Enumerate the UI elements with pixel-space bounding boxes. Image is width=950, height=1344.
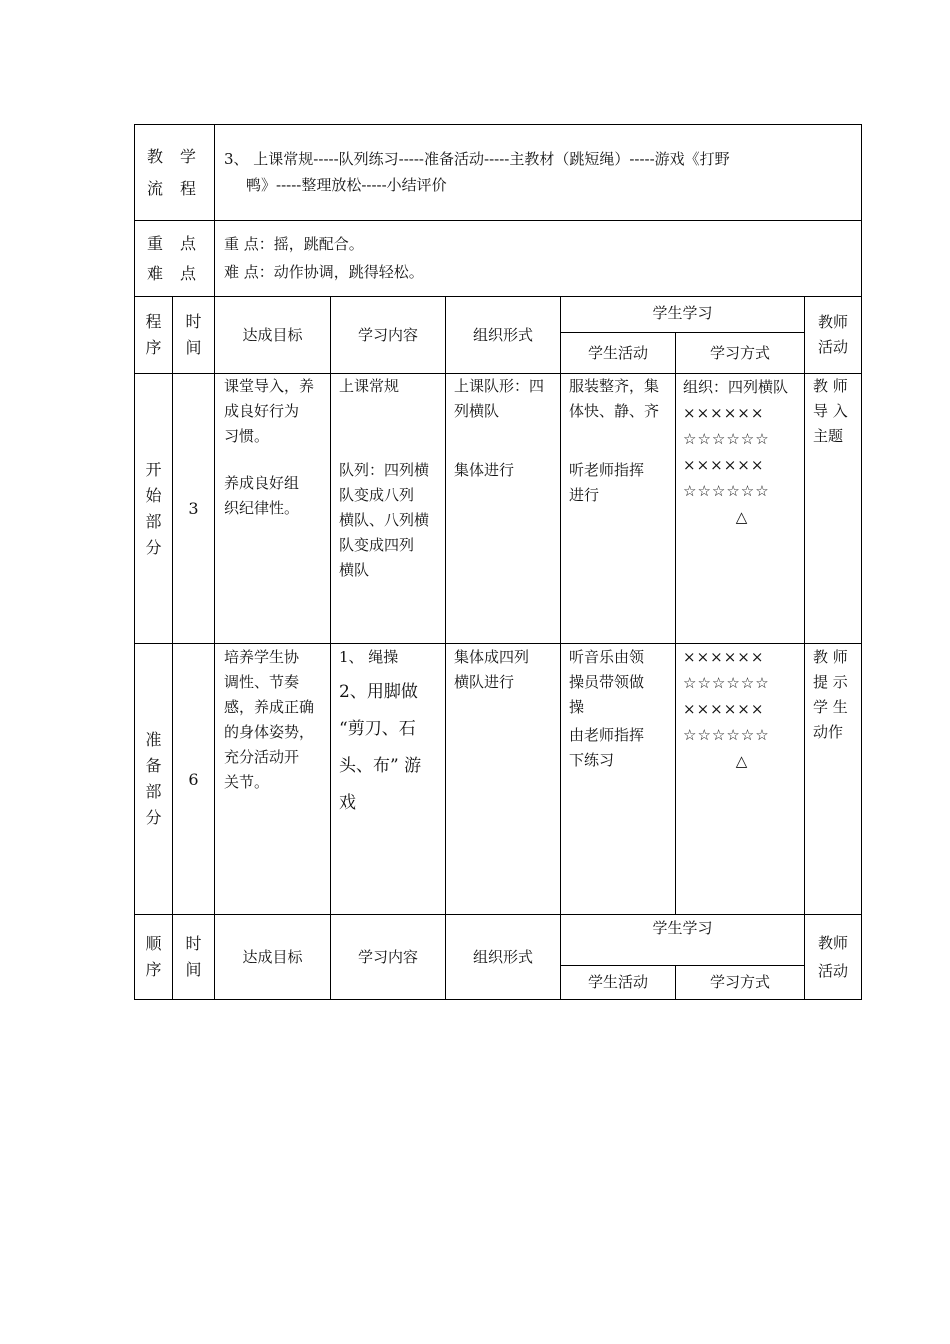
prep-content-line: “剪刀、石 (339, 719, 416, 739)
start-activity (569, 374, 671, 508)
lesson-plan-table (134, 124, 862, 1000)
start-goal (224, 374, 324, 521)
header-time-char: 时 (185, 312, 202, 331)
prep-goal-line: 调性、节奏 (224, 673, 300, 691)
header-content: 学习内容 (357, 325, 418, 344)
start-content-line: 上课常规 (339, 377, 400, 395)
start-activity-line: 进行 (569, 486, 600, 504)
start-content-line: 横队 (339, 561, 370, 579)
header2-order-char: 顺 (145, 934, 162, 953)
flow-label-line2: 流 程 (146, 178, 203, 198)
prep-teacher-line: 学 生 (813, 698, 848, 716)
start-part-label (135, 374, 172, 643)
prep-part-char: 部 (145, 782, 162, 801)
start-part-char: 始 (145, 485, 162, 505)
formation-row-crosses: ×××××× (683, 648, 765, 666)
start-form-line: 列横队 (454, 402, 500, 420)
prep-part-char: 分 (145, 808, 162, 827)
start-part-char: 开 (145, 459, 162, 479)
header2-student-activity: 学生活动 (587, 973, 648, 991)
start-part-char: 分 (145, 537, 162, 557)
prep-activity-line: 由老师指挥 (569, 726, 645, 744)
header-learning-method: 学习方式 (709, 343, 770, 362)
start-part-char: 部 (145, 511, 162, 531)
header-teacher-line: 活动 (817, 338, 848, 356)
formation-row-crosses: ×××××× (683, 456, 765, 474)
prep-method (683, 644, 801, 774)
start-goal-line: 课堂导入，养 (224, 377, 315, 395)
grid-line (134, 999, 862, 1000)
grid-line (861, 124, 862, 1000)
prep-form (454, 645, 556, 695)
flow-text-line2: 鸭》-----整理放松-----小结评价 (246, 176, 447, 194)
header-teacher-line: 教师 (817, 313, 848, 331)
key-label-line1: 重 点 (146, 233, 203, 253)
prep-activity-line: 操 (569, 698, 585, 716)
start-form-line: 上课队形：四 (454, 377, 545, 395)
start-content-line: 横队、八列横 (339, 511, 430, 529)
grid-line (804, 296, 805, 1000)
prep-form-line: 横队进行 (454, 673, 515, 691)
grid-line (214, 124, 215, 296)
start-activity-line: 听老师指挥 (569, 461, 645, 479)
header2-teacher-line: 活动 (817, 962, 848, 980)
header-order-char: 程 (145, 312, 162, 331)
header2-teacher-line: 教师 (817, 934, 848, 952)
formation-row-crosses: ×××××× (683, 700, 765, 718)
prep-content-line: 戏 (339, 793, 356, 813)
prep-goal-line: 培养学生协 (224, 648, 300, 666)
grid-line (675, 373, 676, 914)
header2-content: 学习内容 (357, 947, 418, 966)
flow-label (135, 125, 214, 220)
prep-goal-line: 的身体姿势， (224, 723, 315, 741)
header2-order-char: 序 (145, 960, 162, 979)
formation-row-stars: ☆☆☆☆☆☆ (683, 430, 770, 448)
prep-activity (569, 645, 671, 773)
flow-text-line1: 3、 上课常规-----队列练习-----准备活动-----主教材（跳短绳）-----游戏《打野 (224, 150, 730, 168)
header-goal: 达成目标 (242, 325, 303, 344)
header2-learning-method: 学习方式 (709, 973, 770, 991)
prep-activity-line: 操员带领做 (569, 673, 645, 691)
start-form (454, 374, 556, 483)
start-content-line: 队列：四列横 (339, 461, 430, 479)
start-content-line: 队变成八列 (339, 486, 415, 504)
prep-goal-line: 关节。 (224, 773, 270, 791)
header-form: 组织形式 (472, 325, 533, 344)
header-order-char: 序 (145, 338, 162, 357)
prep-content-line: 头、布” 游 (339, 756, 422, 776)
key-point: 重 点：摇，跳配合。 (224, 235, 364, 253)
prep-form-line: 集体成四列 (454, 648, 530, 666)
teacher-position-triangle: △ (735, 752, 749, 770)
header2-time-char: 时 (185, 934, 202, 953)
prep-goal-line: 感，养成正确 (224, 698, 315, 716)
flow-text (224, 146, 854, 198)
start-method (683, 374, 801, 530)
grid-line (134, 220, 862, 221)
prep-content-line: 2、用脚做 (339, 682, 418, 702)
start-goal-line: 习惯。 (224, 427, 270, 445)
key-label-line2: 难 点 (146, 263, 203, 283)
header-time (173, 297, 214, 373)
key-text (224, 230, 854, 286)
grid-line (214, 296, 215, 1000)
start-form-line: 集体进行 (454, 461, 515, 479)
prep-part-label (135, 644, 172, 914)
header-student-activity: 学生活动 (587, 343, 648, 362)
teacher-position-triangle: △ (735, 508, 749, 526)
prep-activity-line: 听音乐由领 (569, 648, 645, 666)
grid-line (445, 296, 446, 1000)
header2-time-char: 间 (185, 960, 202, 979)
formation-row-stars: ☆☆☆☆☆☆ (683, 482, 770, 500)
header-student-learning: 学生学习 (652, 303, 713, 322)
prep-time: 6 (188, 769, 199, 789)
header2-time (173, 915, 214, 999)
header-teacher (805, 297, 861, 373)
prep-content (339, 645, 441, 822)
header-time-char: 间 (185, 338, 202, 357)
header2-order (135, 915, 172, 999)
header2-student-learning: 学生学习 (652, 918, 713, 937)
prep-goal-line: 充分活动开 (224, 748, 300, 766)
start-goal-line: 成良好行为 (224, 402, 300, 420)
start-content-line: 队变成四列 (339, 536, 415, 554)
prep-goal (224, 645, 324, 795)
formation-row-stars: ☆☆☆☆☆☆ (683, 674, 770, 692)
start-teacher-line: 教 师 (813, 377, 848, 395)
prep-teacher-line: 教 师 (813, 648, 848, 666)
grid-line (330, 296, 331, 1000)
flow-label-line1: 教 学 (146, 146, 203, 166)
start-method-line: 组织：四列横队 (683, 378, 789, 396)
key-label (135, 221, 214, 296)
prep-teacher (813, 645, 859, 745)
start-goal-line: 织纪律性。 (224, 499, 300, 517)
header-order (135, 297, 172, 373)
prep-activity-line: 下练习 (569, 751, 615, 769)
start-time: 3 (188, 499, 199, 518)
formation-row-stars: ☆☆☆☆☆☆ (683, 726, 770, 744)
start-teacher-line: 导 入 (813, 402, 848, 420)
prep-teacher-line: 提 示 (813, 673, 848, 691)
start-activity-line: 服装整齐，集 (569, 377, 660, 395)
start-teacher (813, 374, 859, 449)
prep-content-line: 1、 绳操 (339, 648, 399, 666)
header2-form: 组织形式 (472, 947, 533, 966)
start-teacher-line: 主题 (813, 427, 844, 445)
difficulty-point: 难 点：动作协调，跳得轻松。 (224, 263, 424, 281)
grid-line (134, 124, 862, 125)
start-content (339, 374, 441, 583)
start-goal-line: 养成良好组 (224, 474, 300, 492)
header2-goal: 达成目标 (242, 947, 303, 966)
start-activity-line: 体快、静、齐 (569, 402, 660, 420)
prep-part-char: 备 (145, 756, 162, 775)
header2-teacher (805, 915, 861, 999)
prep-teacher-line: 动作 (813, 723, 844, 741)
grid-line (560, 296, 561, 1000)
formation-row-crosses: ×××××× (683, 404, 765, 422)
prep-part-char: 准 (145, 730, 162, 749)
